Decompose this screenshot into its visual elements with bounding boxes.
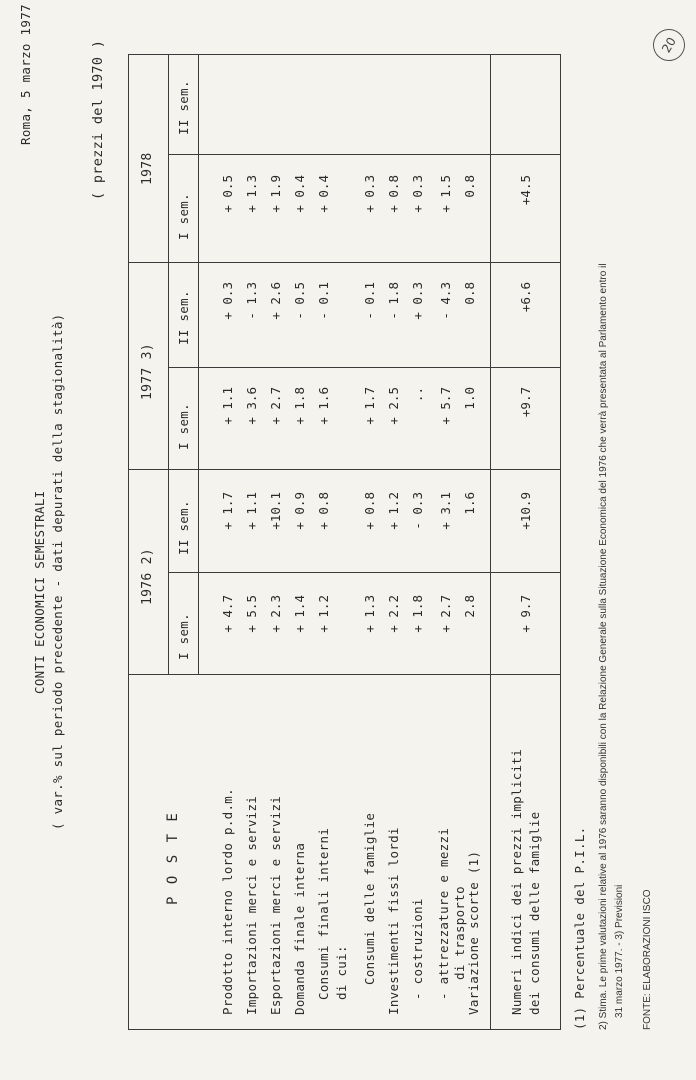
cell: + 0.9 <box>292 492 307 530</box>
cell: + 5.7 <box>438 387 453 425</box>
row-label: Domanda finale interna <box>292 842 307 1015</box>
row-label: Variazione scorte (1) <box>466 850 481 1015</box>
row-label: Investimenti fissi lordi <box>386 827 401 1015</box>
footnote-2b: 31 marzo 1977. - 3) Previsioni <box>614 884 625 1018</box>
cell: + 2.7 <box>268 387 283 425</box>
cell: - 4.3 <box>438 282 453 320</box>
cell: + 2.3 <box>268 595 283 633</box>
cell: + 2.2 <box>386 595 401 633</box>
cell: + 2.5 <box>386 387 401 425</box>
row-label: - costruzioni <box>410 898 425 1000</box>
cell: + 0.3 <box>410 282 425 320</box>
cell: + 9.7 <box>518 595 533 633</box>
cell: + 1.9 <box>268 175 283 213</box>
cell: + 2.6 <box>268 282 283 320</box>
cell: 1.0 <box>462 387 477 410</box>
cell: - 1.8 <box>386 282 401 320</box>
cell: + 4.7 <box>220 595 235 633</box>
cell: - 0.3 <box>410 492 425 530</box>
document-subtitle: ( var.% sul periodo precedente - dati depurati della stagionalità) <box>50 313 65 830</box>
footnote-1: (1) Percentuale del P.I.L. <box>572 826 587 1030</box>
row-label: Consumi finali interni <box>316 827 331 1000</box>
sem-header: I sem. <box>176 613 191 660</box>
cell: + 2.7 <box>438 595 453 633</box>
cell: - 1.3 <box>244 282 259 320</box>
cell: + 1.4 <box>292 595 307 633</box>
cell: + 1.1 <box>220 387 235 425</box>
cell: +4.5 <box>518 175 533 206</box>
cell: + 1.3 <box>244 175 259 213</box>
cell: + 1.5 <box>438 175 453 213</box>
row-label: Esportazioni merci e servizi <box>268 795 283 1015</box>
poste-header: P O S T E <box>165 811 181 905</box>
cell: 2.8 <box>462 595 477 618</box>
year-1976: 1976 2) <box>140 548 155 605</box>
cell: + 1.3 <box>362 595 377 633</box>
cell: + 1.7 <box>220 492 235 530</box>
row-label: di cui: <box>334 945 349 1000</box>
deflator-label-2: dei consumi delle famiglie <box>527 811 542 1015</box>
cell: + 1.1 <box>244 492 259 530</box>
cell: +10.9 <box>518 492 533 530</box>
cell: + 1.2 <box>316 595 331 633</box>
cell: + 0.8 <box>386 175 401 213</box>
cell: + 0.4 <box>316 175 331 213</box>
cell: 0.8 <box>462 175 477 198</box>
footnote-2a: 2) Stima. Le prime valutazioni relative al 1976 saranno disponibili con la Relazione Generale sulla Situazione Economica del 1976 che verrà presentata al Parlamento entro il <box>598 263 609 1030</box>
document-title: CONTI ECONOMICI SEMESTRALI <box>32 490 47 694</box>
cell: + 0.8 <box>362 492 377 530</box>
cell: + 1.7 <box>362 387 377 425</box>
cell: + 0.3 <box>410 175 425 213</box>
cell: .. <box>410 387 425 403</box>
cell: + 1.6 <box>316 387 331 425</box>
cell: + 5.5 <box>244 595 259 633</box>
sem-header: I sem. <box>176 193 191 240</box>
page-number-circle: 20 <box>647 23 691 67</box>
year-1977: 1977 3) <box>140 343 155 400</box>
cell: - 0.1 <box>362 282 377 320</box>
cell: - 0.5 <box>292 282 307 320</box>
cell: + 0.5 <box>220 175 235 213</box>
row-label: Importazioni merci e servizi <box>244 795 259 1015</box>
cell: + 1.2 <box>386 492 401 530</box>
year-1978: 1978 <box>140 152 155 185</box>
cell: + 3.6 <box>244 387 259 425</box>
row-label: di trasporto <box>452 886 467 980</box>
row-label: Consumi delle famiglie <box>362 812 377 985</box>
row-label: - attrezzature e mezzi <box>436 827 451 1000</box>
cell: + 1.8 <box>410 595 425 633</box>
cell: + 0.3 <box>220 282 235 320</box>
cell: + 0.4 <box>292 175 307 213</box>
cell: +6.6 <box>518 282 533 313</box>
row-label: Prodotto interno lordo p.d.m. <box>220 788 235 1015</box>
source-note: FONTE: ELABORAZIONI ISCO <box>642 889 653 1030</box>
cell: +9.7 <box>518 387 533 418</box>
cell: + 0.3 <box>362 175 377 213</box>
cell: + 3.1 <box>438 492 453 530</box>
price-note: ( prezzi del 1970 ) <box>90 39 106 200</box>
sem-header: I sem. <box>176 403 191 450</box>
cell: - 0.1 <box>316 282 331 320</box>
cell: 0.8 <box>462 282 477 305</box>
sem-header: II sem. <box>176 80 191 135</box>
cell: + 0.8 <box>316 492 331 530</box>
deflator-label-1: Numeri indici dei prezzi impliciti <box>509 748 524 1015</box>
sem-header: II sem. <box>176 290 191 345</box>
cell: +10.1 <box>268 492 283 530</box>
sem-header: II sem. <box>176 500 191 555</box>
date-line: Roma, 5 marzo 1977 <box>18 4 33 145</box>
cell: + 1.8 <box>292 387 307 425</box>
cell: 1.6 <box>462 492 477 515</box>
